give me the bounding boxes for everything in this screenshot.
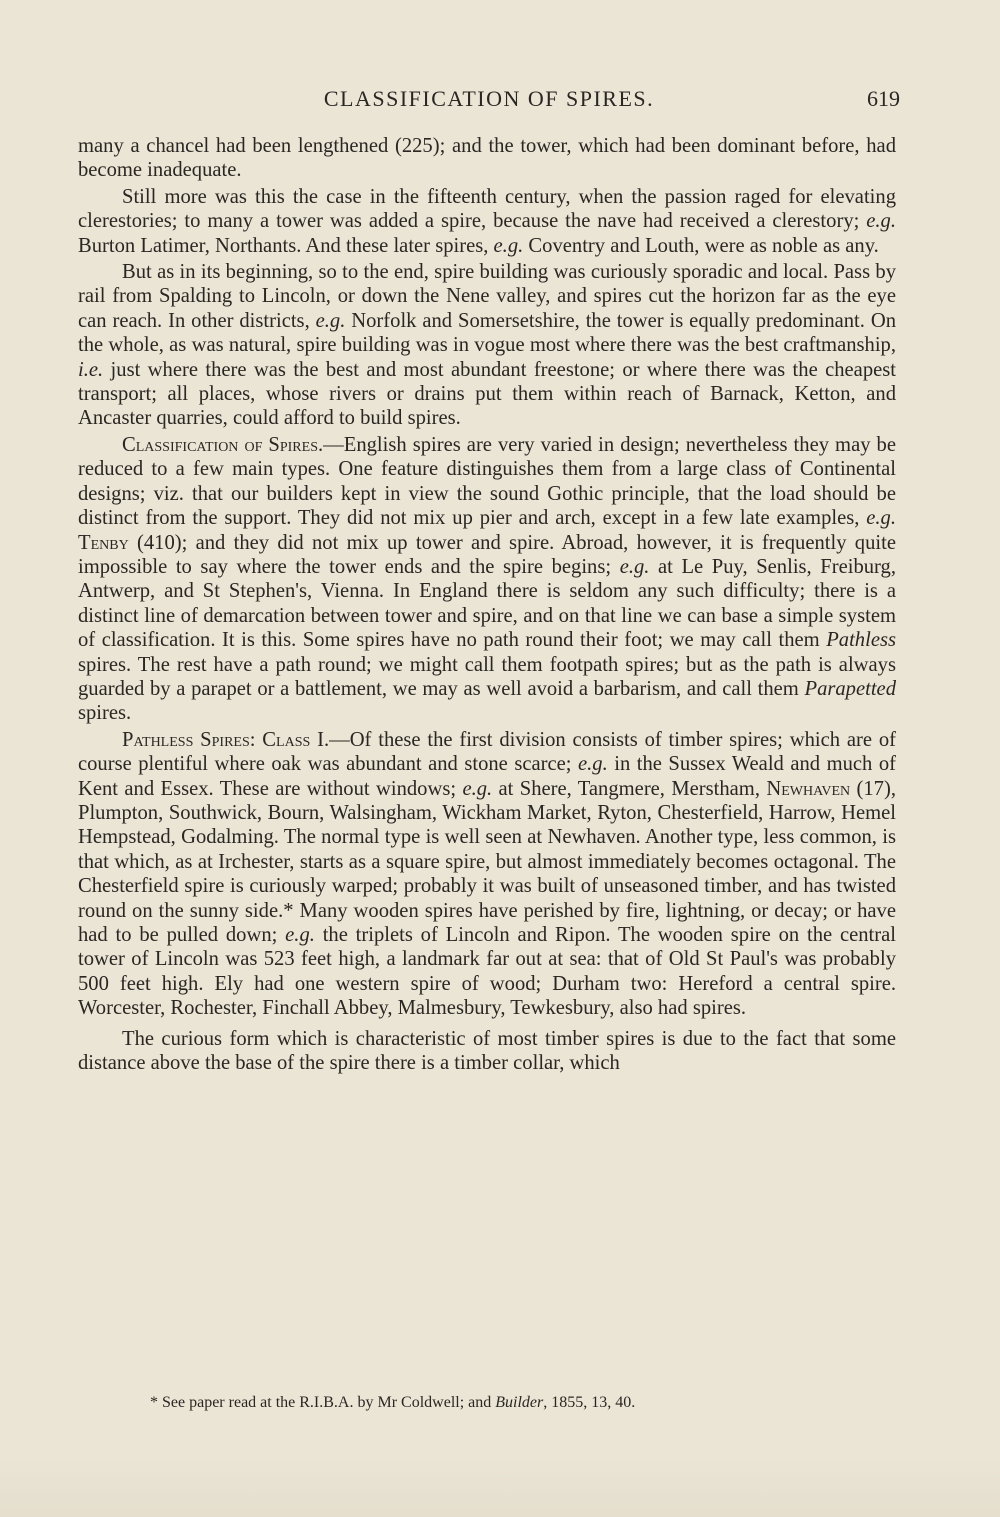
text-run: the triplets of Lincoln and Ripon. The wooden spire on the central tower of Lincoln was 523 feet high, a landmark far out at sea: that of Old St Paul's was probably 500 feet high. Ely had one western spire of wood; Durham two: Hereford a central spire. Worcester, Rochester, Finchall Abbey, Malmesbury, Tewkesbury, also had spires. bbox=[78, 924, 896, 1020]
abbrev-eg: e.g. bbox=[462, 777, 493, 800]
figure-ref-tenby: Tenby bbox=[78, 531, 129, 554]
term-pathless: Pathless bbox=[826, 629, 896, 652]
abbrev-eg: e.g. bbox=[315, 309, 346, 332]
abbrev-eg: e.g. bbox=[866, 210, 896, 233]
text-run: , 1855, 13, 40. bbox=[543, 1394, 636, 1411]
paragraph-classification bbox=[78, 433, 896, 726]
text-run: Coventry and Louth, were as noble as any. bbox=[523, 234, 879, 257]
text-run: —English spires are very varied in design; nevertheless they may be reduced to a few main types. One feature distinguishes them from a large class of Continental designs; viz. that our builders kept in view the sound Gothic principle, that the load should be distinct from the support. They did not mix up pier and arch, except in a few late examples, bbox=[78, 433, 896, 530]
running-head: CLASSIFICATION OF SPIRES. bbox=[323, 86, 655, 111]
text-run: —Of these the first division consists of timber spires; which are of course plentiful where oak was abundant and stone scarce; bbox=[78, 728, 896, 776]
text-run: * See paper read at the R.I.B.A. by Mr Coldwell; and bbox=[150, 1394, 496, 1411]
body-text bbox=[78, 134, 896, 1077]
text-run: (17), Plumpton, Southwick, Bourn, Walsingham, Wickham Market, Ryton, Chesterfield, Harrow, Hemel Hempstead, Godalming. The normal type is well seen at Newhaven. Another type, less common, is that which, as at Irchester, starts as a square spire, but almost immediately becomes octagonal. The Chesterfield spire is curiously warped; probably it was built of unseasoned timber, and has twisted round on the sunny side.* Many wooden spires have perished by fire, lightning, or decay; or have had to be pulled down; bbox=[78, 777, 896, 946]
text-run: spires. bbox=[78, 702, 132, 725]
paragraph-fifteenth-century bbox=[78, 185, 896, 258]
paper-edge-shade bbox=[0, 1457, 1000, 1517]
paragraph-timber-collar bbox=[78, 1027, 896, 1076]
text-run: many a chancel had been lengthened (225); and the tower, which had been dominant before, had become inadequate. bbox=[78, 135, 896, 182]
text-run: Burton Latimer, Northants. And these later spires, bbox=[78, 234, 494, 257]
section-heading: Classification of Spires. bbox=[122, 433, 324, 456]
abbrev-eg: e.g. bbox=[285, 924, 315, 946]
paragraph-sporadic bbox=[78, 260, 896, 431]
abbrev-eg: e.g. bbox=[577, 753, 608, 776]
text-run: at Le Puy, Senlis, Freiburg, Antwerp, and St Stephen's, Vienna. In England there is seldom any such difficulty; there is a distinct line of demarcation between tower and spire, and on that line we can base a simple system of classification. It is this. Some spires have no path round their foot; we may call them bbox=[78, 555, 896, 652]
text-run: spires. The rest have a path round; we might call them footpath spires; but as the path is always guarded by a parapet or a battlement, we may as well avoid a barbarism, and call them bbox=[78, 653, 896, 700]
text-run: Still more was this the case in the fifteenth century, when the passion raged for elevating clerestories; to many a tower was added a spire, because the nave had received a clerestory; bbox=[78, 185, 896, 233]
paragraph-pathless-class-1 bbox=[78, 728, 896, 1021]
abbrev-eg: e.g. bbox=[493, 234, 524, 257]
abbrev-eg: e.g. bbox=[866, 507, 896, 530]
abbrev-ie: i.e. bbox=[78, 358, 104, 381]
text-run: Norfolk and Somersetshire, the tower is equally predominant. On the whole, as was natural, spire building was in vogue most where there was the best craftmanship, bbox=[78, 309, 896, 357]
text-run: But as in its beginning, so to the end, spire building was curiously sporadic and local. Pass by rail from Spalding to Lincoln, or down the Nene valley, and spires cut the horizon far as the eye can reach. In other districts, bbox=[78, 261, 896, 332]
page-number: 619 bbox=[867, 86, 900, 111]
publication-title: Builder bbox=[495, 1394, 544, 1411]
footnote bbox=[150, 1394, 635, 1412]
section-heading: Pathless Spires: Class I. bbox=[122, 728, 330, 751]
page-header bbox=[78, 84, 900, 118]
text-run: (410); and they did not mix up tower and spire. Abroad, however, it is frequently quite impossible to say where the tower ends and the spire begins; bbox=[78, 531, 896, 578]
term-parapetted: Parapetted bbox=[804, 677, 896, 700]
text-run: The curious form which is characteristic of most timber spires is due to the fact that some distance above the base of the spire there is a timber collar, which bbox=[78, 1027, 896, 1075]
figure-ref-newhaven: Newhaven bbox=[766, 777, 851, 800]
text-run: at Shere, Tangmere, Merstham, bbox=[492, 777, 767, 800]
paragraph-continuation bbox=[78, 134, 896, 183]
abbrev-eg: e.g. bbox=[619, 555, 650, 578]
text-run: in the Sussex Weald and much of Kent and Essex. These are without windows; bbox=[78, 753, 896, 800]
text-run: just where there was the best and most abundant freestone; or where there was the cheapest transport; all places, whose rivers or drains put them within reach of Barnack, Ketton, and Ancaster quarries, could afford to build spires. bbox=[78, 358, 896, 430]
